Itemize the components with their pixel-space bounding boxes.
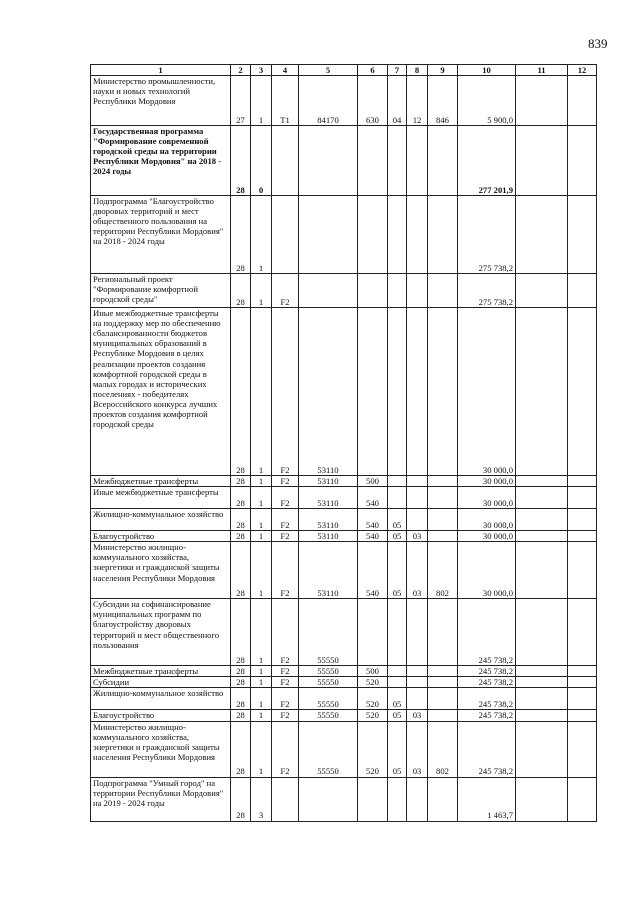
column-header: 2 <box>231 65 251 76</box>
code-cell <box>388 677 407 688</box>
code-cell: 1 <box>251 666 272 677</box>
code-cell: 53110 <box>299 531 358 542</box>
item-name-cell: Региональный проект "Формирование комфортной городской среды" <box>91 274 231 308</box>
item-name-cell: Благоустройство <box>91 710 231 721</box>
code-cell: 28 <box>231 599 251 666</box>
amount-cell <box>568 666 597 677</box>
table-row <box>91 509 597 531</box>
table-row <box>91 126 597 196</box>
code-cell: 520 <box>358 688 388 710</box>
code-cell: 28 <box>231 531 251 542</box>
amount-cell <box>568 487 597 509</box>
amount-cell <box>568 688 597 710</box>
code-cell <box>407 688 428 710</box>
code-cell: F2 <box>272 710 299 721</box>
code-cell: 1 <box>251 721 272 777</box>
code-cell: 28 <box>231 308 251 476</box>
code-cell: 53110 <box>299 476 358 487</box>
amount-cell: 245 738,2 <box>458 677 516 688</box>
column-header: 12 <box>568 65 597 76</box>
code-cell: 500 <box>358 476 388 487</box>
code-cell: 1 <box>251 531 272 542</box>
item-name-cell: Благоустройство <box>91 531 231 542</box>
code-cell <box>428 677 458 688</box>
code-cell <box>428 599 458 666</box>
table-row <box>91 721 597 777</box>
code-cell <box>428 688 458 710</box>
code-cell <box>388 777 407 821</box>
amount-cell <box>568 531 597 542</box>
code-cell: 1 <box>251 599 272 666</box>
code-cell: 53110 <box>299 542 358 599</box>
item-name-cell: Межбюджетные трансферты <box>91 476 231 487</box>
amount-cell <box>516 196 568 274</box>
amount-cell: 245 738,2 <box>458 721 516 777</box>
amount-cell: 277 201,9 <box>458 126 516 196</box>
code-cell: T1 <box>272 76 299 126</box>
code-cell: 28 <box>231 710 251 721</box>
amount-cell: 5 900,0 <box>458 76 516 126</box>
code-cell <box>407 677 428 688</box>
code-cell <box>358 777 388 821</box>
code-cell <box>358 308 388 476</box>
code-cell: 1 <box>251 710 272 721</box>
code-cell: 1 <box>251 677 272 688</box>
table-row <box>91 274 597 308</box>
table-row <box>91 76 597 126</box>
code-cell <box>358 274 388 308</box>
code-cell: 540 <box>358 509 388 531</box>
code-cell: 28 <box>231 476 251 487</box>
column-header: 1 <box>91 65 231 76</box>
code-cell: 27 <box>231 76 251 126</box>
amount-cell: 30 000,0 <box>458 487 516 509</box>
code-cell <box>428 126 458 196</box>
amount-cell <box>568 76 597 126</box>
amount-cell <box>516 76 568 126</box>
amount-cell <box>516 599 568 666</box>
code-cell <box>358 599 388 666</box>
code-cell: 540 <box>358 487 388 509</box>
item-name-cell: Субсидии на софинансирование муниципальных программ по благоустройству дворовых территорий и мест общественного пользования <box>91 599 231 666</box>
code-cell: 520 <box>358 677 388 688</box>
code-cell: 500 <box>358 666 388 677</box>
code-cell <box>428 509 458 531</box>
code-cell <box>428 777 458 821</box>
code-cell <box>388 666 407 677</box>
table-row <box>91 677 597 688</box>
code-cell: 53110 <box>299 509 358 531</box>
amount-cell: 245 738,2 <box>458 710 516 721</box>
code-cell <box>407 274 428 308</box>
code-cell <box>388 196 407 274</box>
code-cell <box>428 476 458 487</box>
code-cell: 630 <box>358 76 388 126</box>
code-cell: 53110 <box>299 487 358 509</box>
code-cell <box>388 274 407 308</box>
table-row <box>91 542 597 599</box>
amount-cell: 245 738,2 <box>458 599 516 666</box>
code-cell <box>388 476 407 487</box>
code-cell: F2 <box>272 542 299 599</box>
code-cell <box>358 126 388 196</box>
amount-cell: 245 738,2 <box>458 666 516 677</box>
code-cell <box>407 487 428 509</box>
amount-cell: 30 000,0 <box>458 542 516 599</box>
code-cell: F2 <box>272 476 299 487</box>
code-cell: 28 <box>231 196 251 274</box>
code-cell: 03 <box>407 721 428 777</box>
table-row <box>91 666 597 677</box>
item-name-cell: Министерство жилищно-коммунального хозяйства, энергетики и гражданской защиты населения Республики Мордовия <box>91 721 231 777</box>
code-cell <box>407 308 428 476</box>
amount-cell <box>516 308 568 476</box>
amount-cell <box>516 126 568 196</box>
amount-cell: 30 000,0 <box>458 509 516 531</box>
column-header: 8 <box>407 65 428 76</box>
amount-cell <box>568 710 597 721</box>
code-cell: 520 <box>358 721 388 777</box>
code-cell: 12 <box>407 76 428 126</box>
code-cell <box>407 599 428 666</box>
code-cell: 846 <box>428 76 458 126</box>
table-row <box>91 196 597 274</box>
code-cell <box>299 777 358 821</box>
code-cell <box>272 196 299 274</box>
code-cell <box>272 126 299 196</box>
amount-cell <box>516 274 568 308</box>
code-cell: 53110 <box>299 308 358 476</box>
code-cell: 1 <box>251 509 272 531</box>
code-cell: 84170 <box>299 76 358 126</box>
item-name-cell: Жилищно-коммунальное хозяйство <box>91 688 231 710</box>
amount-cell: 30 000,0 <box>458 308 516 476</box>
code-cell: 05 <box>388 531 407 542</box>
code-cell <box>358 196 388 274</box>
code-cell: F2 <box>272 721 299 777</box>
item-name-cell: Подпрограмма "Благоустройство дворовых территорий и мест общественного пользования на территории Республики Мордовия" на 2018 - 2024 годы <box>91 196 231 274</box>
code-cell: 28 <box>231 721 251 777</box>
code-cell: 520 <box>358 710 388 721</box>
code-cell: F2 <box>272 666 299 677</box>
amount-cell: 30 000,0 <box>458 476 516 487</box>
amount-cell <box>568 126 597 196</box>
code-cell <box>428 710 458 721</box>
code-cell: 55550 <box>299 710 358 721</box>
column-header: 10 <box>458 65 516 76</box>
code-cell: F2 <box>272 599 299 666</box>
code-cell <box>428 531 458 542</box>
amount-cell <box>568 509 597 531</box>
column-header: 4 <box>272 65 299 76</box>
table-row <box>91 777 597 821</box>
code-cell: F2 <box>272 487 299 509</box>
code-cell: 55550 <box>299 666 358 677</box>
code-cell: F2 <box>272 308 299 476</box>
amount-cell <box>516 476 568 487</box>
column-header: 7 <box>388 65 407 76</box>
column-header: 11 <box>516 65 568 76</box>
code-cell <box>388 126 407 196</box>
code-cell <box>272 777 299 821</box>
code-cell: 05 <box>388 710 407 721</box>
table-row <box>91 308 597 476</box>
code-cell: 04 <box>388 76 407 126</box>
amount-cell <box>516 688 568 710</box>
column-header: 6 <box>358 65 388 76</box>
code-cell: 28 <box>231 688 251 710</box>
amount-cell: 1 463,7 <box>458 777 516 821</box>
code-cell: 05 <box>388 721 407 777</box>
amount-cell <box>568 777 597 821</box>
code-cell: 55550 <box>299 721 358 777</box>
page-number: 839 <box>588 36 608 51</box>
code-cell: 540 <box>358 542 388 599</box>
code-cell <box>407 666 428 677</box>
code-cell: F2 <box>272 688 299 710</box>
item-name-cell: Министерство промышленности, науки и новых технологий Республики Мордовия <box>91 76 231 126</box>
amount-cell <box>568 677 597 688</box>
amount-cell <box>568 721 597 777</box>
code-cell: 1 <box>251 274 272 308</box>
code-cell: F2 <box>272 274 299 308</box>
code-cell <box>407 509 428 531</box>
code-cell <box>428 666 458 677</box>
code-cell <box>299 126 358 196</box>
code-cell: 55550 <box>299 677 358 688</box>
code-cell: 28 <box>231 126 251 196</box>
amount-cell: 275 738,2 <box>458 196 516 274</box>
code-cell: 802 <box>428 721 458 777</box>
code-cell: 1 <box>251 308 272 476</box>
code-cell: F2 <box>272 677 299 688</box>
table-row <box>91 476 597 487</box>
amount-cell <box>568 599 597 666</box>
code-cell: 1 <box>251 688 272 710</box>
code-cell: 3 <box>251 777 272 821</box>
code-cell: 05 <box>388 688 407 710</box>
code-cell <box>428 487 458 509</box>
code-cell: 1 <box>251 542 272 599</box>
code-cell <box>428 274 458 308</box>
code-cell: 1 <box>251 476 272 487</box>
item-name-cell: Жилищно-коммунальное хозяйство <box>91 509 231 531</box>
code-cell: 1 <box>251 487 272 509</box>
amount-cell <box>568 196 597 274</box>
item-name-cell: Министерство жилищно-коммунального хозяйства, энергетики и гражданской защиты населения Республики Мордовия <box>91 542 231 599</box>
code-cell: 28 <box>231 777 251 821</box>
code-cell: 28 <box>231 666 251 677</box>
header-row <box>91 65 597 76</box>
code-cell <box>299 196 358 274</box>
code-cell: 28 <box>231 677 251 688</box>
amount-cell <box>516 677 568 688</box>
amount-cell: 30 000,0 <box>458 531 516 542</box>
code-cell: 55550 <box>299 688 358 710</box>
amount-cell <box>516 710 568 721</box>
column-header: 3 <box>251 65 272 76</box>
code-cell <box>407 126 428 196</box>
item-name-cell: Подпрограмма "Умный город" на территории Республики Мордовия" на 2019 - 2024 годы <box>91 777 231 821</box>
code-cell: 03 <box>407 710 428 721</box>
item-name-cell: Иные межбюджетные трансферты на поддержку мер по обеспечению сбалансированности бюджетов муниципальных образований в Республике Мордовия в целях реализации проектов создания комфортной городской среды в малых городах и исторических поселениях - победителях Всероссийского конкурса лучших проектов создания комфортной городской среды <box>91 308 231 476</box>
amount-cell <box>516 777 568 821</box>
code-cell: F2 <box>272 531 299 542</box>
code-cell: 05 <box>388 509 407 531</box>
code-cell: F2 <box>272 509 299 531</box>
amount-cell <box>516 487 568 509</box>
amount-cell <box>516 509 568 531</box>
code-cell: 28 <box>231 487 251 509</box>
code-cell: 28 <box>231 542 251 599</box>
budget-table <box>90 64 597 822</box>
code-cell <box>428 308 458 476</box>
amount-cell: 275 738,2 <box>458 274 516 308</box>
code-cell <box>299 274 358 308</box>
code-cell <box>407 196 428 274</box>
code-cell <box>407 777 428 821</box>
code-cell <box>407 476 428 487</box>
amount-cell <box>516 531 568 542</box>
amount-cell <box>516 666 568 677</box>
code-cell: 03 <box>407 542 428 599</box>
item-name-cell: Межбюджетные трансферты <box>91 666 231 677</box>
amount-cell <box>516 721 568 777</box>
item-name-cell: Государственная программа "Формирование современной городской среды на территории Республики Мордовия" на 2018 - 2024 годы <box>91 126 231 196</box>
amount-cell <box>568 542 597 599</box>
amount-cell <box>568 308 597 476</box>
column-header: 5 <box>299 65 358 76</box>
code-cell: 55550 <box>299 599 358 666</box>
amount-cell <box>568 274 597 308</box>
code-cell: 0 <box>251 126 272 196</box>
code-cell: 03 <box>407 531 428 542</box>
code-cell: 05 <box>388 542 407 599</box>
table-row <box>91 710 597 721</box>
code-cell <box>388 308 407 476</box>
amount-cell <box>516 542 568 599</box>
code-cell: 1 <box>251 76 272 126</box>
code-cell <box>388 487 407 509</box>
table-row <box>91 487 597 509</box>
code-cell: 802 <box>428 542 458 599</box>
table-row <box>91 599 597 666</box>
item-name-cell: Иные межбюджетные трансферты <box>91 487 231 509</box>
table-row <box>91 688 597 710</box>
table-row <box>91 531 597 542</box>
code-cell: 28 <box>231 274 251 308</box>
column-header: 9 <box>428 65 458 76</box>
code-cell: 28 <box>231 509 251 531</box>
item-name-cell: Субсидии <box>91 677 231 688</box>
code-cell: 1 <box>251 196 272 274</box>
code-cell <box>428 196 458 274</box>
code-cell <box>388 599 407 666</box>
amount-cell <box>568 476 597 487</box>
amount-cell: 245 738,2 <box>458 688 516 710</box>
code-cell: 540 <box>358 531 388 542</box>
